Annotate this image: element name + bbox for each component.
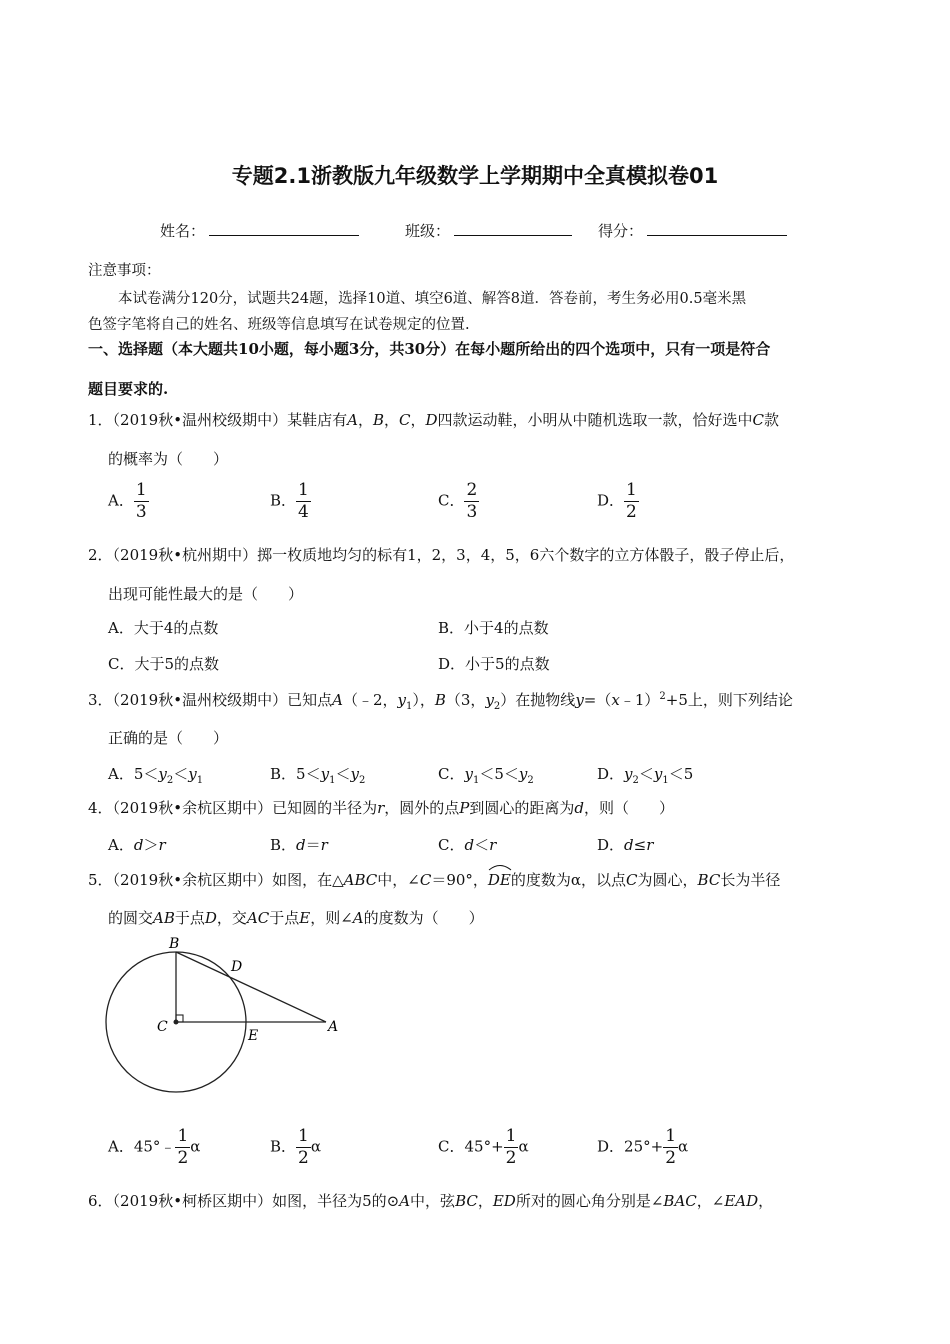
option-var: y (464, 765, 473, 783)
q3-var: y (485, 691, 494, 709)
q5-option-c[interactable] (438, 1128, 529, 1167)
q6-text: ，∠ (696, 1192, 725, 1210)
q1-text: 某鞋店有 (287, 411, 348, 429)
q3-number: 3． (88, 691, 113, 709)
name-field[interactable] (160, 220, 359, 241)
option-label: D． (597, 491, 625, 510)
q2-option-a[interactable]: A．大于4的点数 (108, 619, 219, 637)
q5-var: C (626, 871, 638, 889)
q5-text: 的度数为（ ） (363, 909, 484, 927)
q1-text: 四款运动鞋，小明从中随机选取一款，恰好选中 (437, 411, 753, 429)
option-op: ≤ (633, 836, 647, 854)
label-b: B (169, 936, 180, 952)
q3-var: B (434, 691, 446, 709)
option-var: d (464, 836, 475, 854)
q6-number: 6． (88, 1192, 113, 1210)
q6-text: 如图，半径为5的⊙ (272, 1192, 400, 1210)
q5-var: D (204, 909, 217, 927)
option-sub: 1 (329, 775, 336, 786)
q3-option-a[interactable] (108, 763, 203, 786)
option-text: 25°+ (624, 1137, 664, 1156)
option-op: ＝ (305, 836, 321, 854)
q5-text: 的度数为α，以点 (510, 871, 627, 889)
denominator: 2 (177, 1148, 189, 1168)
q3-text: （﹣2， (342, 691, 398, 709)
q5-option-a[interactable] (108, 1128, 200, 1167)
q5-text: ，交 (216, 909, 247, 927)
q5-text: 如图，在△ (272, 871, 344, 889)
q5-var: A (352, 909, 364, 927)
q5-var: C (419, 871, 432, 889)
q5-source: （2019秋•余杭区期中） (112, 871, 273, 889)
fraction (296, 1128, 311, 1167)
q4-text: ，则（ ） (584, 799, 675, 817)
numerator: 1 (298, 1126, 309, 1146)
q5-text: 的圆交 (108, 909, 154, 927)
q2-line2: 出现可能性最大的是（ ） (108, 585, 304, 603)
segment-ba (176, 952, 326, 1022)
option-label: C． (438, 765, 465, 783)
option-sub: 2 (527, 775, 534, 786)
q4-source: （2019秋•余杭区期中） (112, 799, 273, 817)
name-label: 姓名： (160, 222, 206, 240)
q5-option-d[interactable] (597, 1128, 688, 1167)
class-label: 班级： (405, 222, 451, 240)
option-var: y (350, 765, 359, 783)
fraction (624, 482, 639, 521)
score-field[interactable] (598, 220, 787, 241)
option-label: D． (597, 1137, 625, 1156)
option-var: d (624, 836, 634, 854)
notice-line2: 色签字笔将自己的姓名、班级等信息填写在试卷规定的位置. (88, 317, 470, 333)
class-field[interactable] (405, 220, 572, 241)
q3-line2: 正确的是（ ） (108, 729, 229, 747)
q1-line1 (88, 409, 779, 430)
page-title: 专题2.1浙教版九年级数学上学期期中全真模拟卷01 (231, 164, 719, 188)
q3-var: x (611, 691, 620, 709)
q6-source: （2019秋•柯桥区期中） (112, 1192, 273, 1210)
q3-var: y (575, 691, 584, 709)
q6-text: 所对的圆心角分别是∠ (515, 1192, 664, 1210)
option-var: r (158, 836, 166, 854)
option-label: B． (270, 836, 297, 854)
fraction (296, 482, 311, 521)
fraction (663, 1128, 678, 1167)
arc-mark-icon (488, 863, 512, 871)
label-c: C (157, 1019, 168, 1035)
option-label: D． (597, 765, 625, 783)
option-label: A． (108, 491, 134, 510)
option-var: d (296, 836, 306, 854)
option-text: ＜ (335, 765, 351, 783)
q5-number: 5． (88, 871, 113, 889)
q4-option-c[interactable] (438, 834, 496, 855)
q2-option-c[interactable]: C．大于5的点数 (108, 655, 220, 673)
q1-text: 款 (764, 411, 780, 429)
label-a: A (328, 1019, 339, 1035)
q3-option-d[interactable] (597, 763, 693, 786)
q2-number: 2． (88, 546, 113, 564)
denominator: 2 (298, 1148, 309, 1168)
option-var: y (624, 765, 633, 783)
q3-sup: 2 (659, 691, 666, 702)
option-text: 5＜ (296, 765, 321, 783)
q2-option-d[interactable]: D．小于5的点数 (438, 655, 550, 673)
q5-var: AC (246, 909, 270, 927)
option-label: B． (270, 491, 297, 510)
q5-text: 为圆心， (637, 871, 698, 889)
q5-var: ABC (343, 871, 378, 889)
q5-var: AB (153, 909, 175, 927)
fraction (464, 482, 479, 521)
q3-sub: 2 (493, 701, 501, 712)
center-point (174, 1020, 179, 1025)
option-var: y (158, 765, 167, 783)
option-text: α (518, 1137, 529, 1156)
option-sub: 2 (632, 775, 639, 786)
q1-var: D (425, 411, 438, 429)
fraction (134, 482, 149, 521)
q1-sep: ， (357, 411, 373, 429)
q1-var: C (752, 411, 765, 429)
section1-line1: 一、选择题（本大题共10小题，每小题3分，共30分）在每小题所给出的四个选项中，只有一项是符合 (88, 340, 771, 358)
class-blank[interactable] (454, 221, 572, 236)
option-text: ＜5 (668, 765, 694, 783)
q4-option-b[interactable] (270, 834, 328, 855)
label-d: D (231, 959, 243, 975)
denominator: 2 (505, 1148, 517, 1168)
option-label: A． (108, 765, 134, 783)
option-sub: 1 (472, 775, 480, 786)
q4-text: 已知圆的半径为 (272, 799, 378, 817)
q4-option-d[interactable] (597, 834, 653, 855)
q3-text: ﹣1） (619, 691, 660, 709)
option-var: y (653, 765, 663, 783)
q6-var: A (399, 1192, 411, 1210)
option-text: ＜ (173, 765, 189, 783)
q3-line1 (88, 689, 793, 712)
option-text: 5＜ (133, 765, 159, 783)
q2-line1 (88, 544, 794, 565)
q3-option-c[interactable] (438, 763, 534, 786)
q1-number: 1． (88, 411, 113, 429)
q4-line1 (88, 797, 674, 818)
q1-option-a[interactable] (108, 482, 149, 521)
option-var: d (133, 836, 144, 854)
denominator: 3 (135, 502, 147, 522)
q3-text: ）， (412, 691, 435, 709)
q5-text: ＝90°， (431, 871, 488, 889)
q1-sep: ， (383, 411, 399, 429)
score-blank[interactable] (647, 221, 787, 236)
q6-var: BC (455, 1192, 478, 1210)
q3-text: =（ (583, 691, 612, 709)
q5-line2 (108, 907, 484, 928)
q6-line1 (88, 1190, 773, 1211)
q1-option-d[interactable] (597, 482, 639, 521)
denominator: 2 (626, 502, 637, 522)
option-label: B． (270, 1137, 297, 1156)
q5-text: 长为半径 (720, 871, 781, 889)
q3-text: +5上，则下列结论 (665, 691, 793, 709)
option-sub: 1 (196, 775, 204, 786)
q1-var: B (372, 411, 384, 429)
q1-sep: ， (410, 411, 426, 429)
option-var: r (320, 836, 328, 854)
notice-heading: 注意事项： (88, 263, 161, 279)
q4-text: 到圆心的距离为 (469, 799, 575, 817)
option-label: A． (108, 836, 134, 854)
q4-number: 4． (88, 799, 113, 817)
option-text: α (678, 1137, 689, 1156)
q6-var: ED (492, 1192, 516, 1210)
name-blank[interactable] (209, 221, 359, 236)
q1-var: C (399, 411, 411, 429)
q6-var: EAD (724, 1192, 759, 1210)
option-label: C． (438, 491, 465, 510)
q1-option-c[interactable] (438, 482, 479, 521)
q5-text: 于点 (269, 909, 300, 927)
q5-option-b[interactable] (270, 1128, 321, 1167)
q4-option-a[interactable] (108, 834, 166, 855)
q5-text: 于点 (174, 909, 205, 927)
q3-text: ）在抛物线 (500, 691, 576, 709)
q1-source: （2019秋•温州校级期中） (112, 411, 288, 429)
q3-sub: 1 (405, 701, 413, 712)
fraction (175, 1128, 190, 1167)
option-label: B． (270, 765, 297, 783)
q5-figure (100, 930, 360, 1100)
q5-var: BC (697, 871, 721, 889)
option-text: α (310, 1137, 321, 1156)
option-sub: 2 (358, 775, 366, 786)
q5-line1 (88, 869, 780, 890)
q4-var: P (459, 799, 470, 817)
q4-text: ，圆外的点 (384, 799, 460, 817)
q6-var: BAC (663, 1192, 697, 1210)
option-sub: 2 (166, 775, 174, 786)
option-label: C． (438, 836, 465, 854)
q3-text: （3， (445, 691, 486, 709)
q3-option-b[interactable] (270, 763, 365, 786)
q4-var: d (574, 799, 584, 817)
q2-text: 掷一枚质地均匀的标有1，2，3，4，5，6六个数字的立方体骰子，骰子停止后， (257, 546, 795, 564)
numerator: 1 (626, 480, 637, 500)
numerator: 1 (505, 1126, 517, 1146)
option-text: α (190, 1137, 201, 1156)
label-e: E (248, 1028, 259, 1044)
option-var: y (320, 765, 330, 783)
q6-text: ， (758, 1192, 774, 1210)
q3-var: y (397, 691, 406, 709)
q3-source: （2019秋•温州校级期中） (112, 691, 288, 709)
option-var: r (646, 836, 654, 854)
denominator: 2 (665, 1148, 677, 1168)
option-text: 45°﹣ (133, 1137, 176, 1156)
option-var: y (518, 765, 528, 783)
fraction (504, 1128, 519, 1167)
q2-source: （2019秋•杭州期中） (112, 546, 258, 564)
q5-var: E (299, 909, 311, 927)
option-sub: 1 (662, 775, 669, 786)
section1-line2: 题目要求的. (88, 380, 169, 398)
q6-text: 中，弦 (410, 1192, 456, 1210)
q2-option-b[interactable]: B．小于4的点数 (438, 619, 549, 637)
numerator: 1 (177, 1126, 189, 1146)
option-var: r (489, 836, 497, 854)
notice-line1: 本试卷满分120分，试题共24题，选择10道、填空6道、解答8道．答卷前，考生务必用0.5毫米黑 (118, 291, 747, 307)
q5-text: 中，∠ (377, 871, 420, 889)
option-label: A． (108, 1137, 134, 1156)
score-label: 得分： (598, 222, 644, 240)
q5-text: ，则∠ (310, 909, 353, 927)
option-var: y (188, 765, 197, 783)
option-label: C． (438, 1137, 465, 1156)
q3-text: 已知点 (287, 691, 333, 709)
arc-de (488, 871, 511, 889)
option-text: ＜ (638, 765, 654, 783)
arc-de-text: DE (487, 871, 511, 889)
denominator: 3 (466, 502, 478, 522)
q1-option-b[interactable] (270, 482, 311, 521)
option-op: ＜ (474, 836, 490, 854)
numerator: 1 (665, 1126, 677, 1146)
q3-var: A (332, 691, 343, 709)
q1-var: A (347, 411, 358, 429)
q4-var: r (377, 799, 385, 817)
q6-text: ， (477, 1192, 493, 1210)
option-op: ＞ (143, 836, 159, 854)
numerator: 2 (466, 480, 478, 500)
option-text: ＜5＜ (479, 765, 519, 783)
numerator: 1 (135, 480, 147, 500)
q1-line2: 的概率为（ ） (108, 450, 229, 468)
numerator: 1 (298, 480, 309, 500)
denominator: 4 (298, 502, 309, 522)
option-label: D． (597, 836, 625, 854)
option-text: 45°+ (464, 1137, 504, 1156)
